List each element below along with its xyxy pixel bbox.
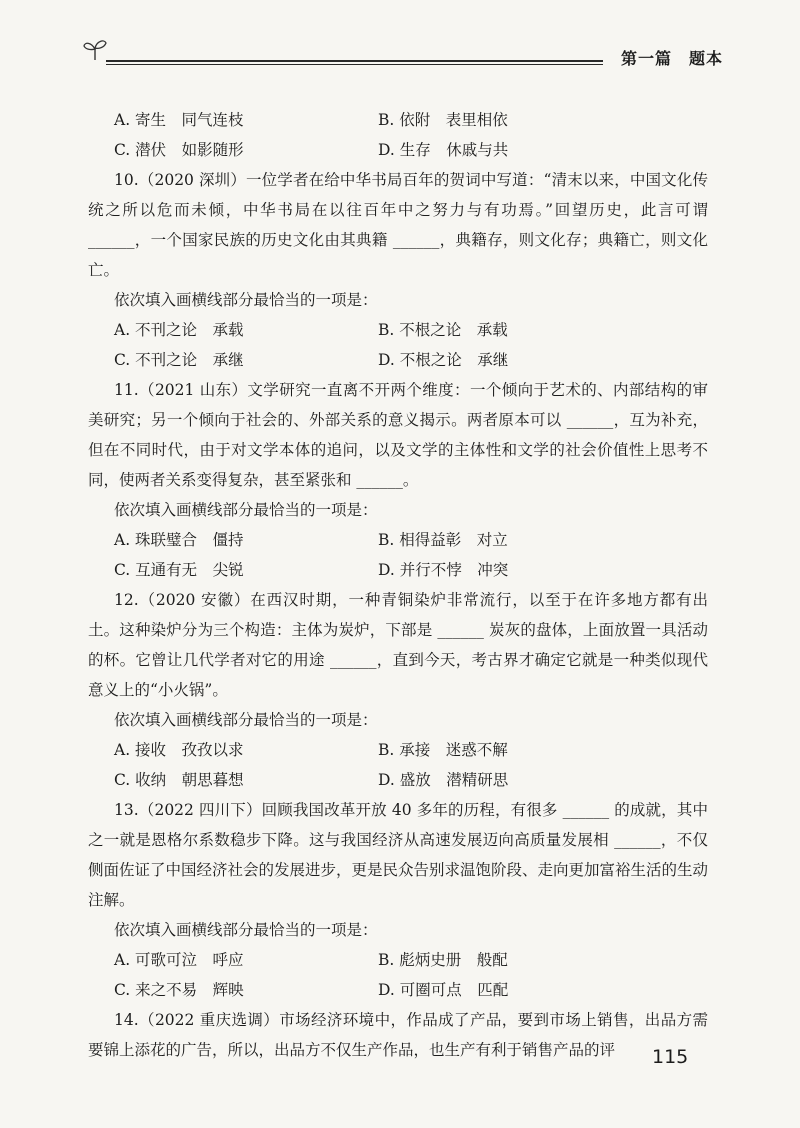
option-b: B. 依附 表里相依: [378, 111, 508, 129]
option-a: A. 可歌可泣 呼应: [114, 951, 244, 969]
option-b: B. 不根之论 承载: [378, 321, 508, 339]
option-c: C. 互通有无 尖锐: [114, 561, 244, 579]
option-b: B. 相得益彰 对立: [378, 531, 508, 549]
options-q13: [114, 945, 708, 1005]
sprout-icon: [82, 36, 108, 62]
option-c: C. 来之不易 辉映: [114, 981, 244, 999]
option-a: A. 珠联璧合 僵持: [114, 531, 244, 549]
option-c: C. 潜伏 如影随形: [114, 141, 244, 159]
option-d: D. 生存 休戚与共: [378, 141, 509, 159]
options-q12: [114, 735, 708, 795]
page-content: [88, 105, 708, 1065]
option-c: C. 收纳 朝思暮想: [114, 771, 244, 789]
section-title: 第一篇 题本: [620, 49, 723, 68]
question-12-stem: 12.（2020 安徽）在西汉时期，一种青铜染炉非常流行，以至于在许多地方都有出土。这种染炉分为三个构造：主体为炭炉，下部是 ______ 炭灰的盘体，上面放置一具活动的杯。它曾让几代学者对它的用途 ______，直到今天，考古界才确定它就是一种类似现代意义上的“小火锅”。: [88, 591, 708, 699]
question-10-prompt: 依次填入画横线部分最恰当的一项是：: [114, 291, 378, 309]
question-13-prompt: 依次填入画横线部分最恰当的一项是：: [114, 921, 378, 939]
question-14-stem: 14.（2022 重庆选调）市场经济环境中，作品成了产品，要到市场上销售，出品方需要锦上添花的广告，所以，出品方不仅生产作品，也生产有利于销售产品的评: [88, 1011, 708, 1059]
page-header: [78, 28, 723, 78]
options-q11: [114, 525, 708, 585]
question-10-stem: 10.（2020 深圳）一位学者在给中华书局百年的贺词中写道：“清末以来，中国文化传统之所以危而未倾，中华书局在以往百年中之努力与有功焉。”回望历史，此言可谓 ______，一个国家民族的历史文化由其典籍 ______，典籍存，则文化存；典籍亡，则文化亡。: [88, 171, 708, 279]
question-11-stem: 11.（2021 山东）文学研究一直离不开两个维度：一个倾向于艺术的、内部结构的审美研究；另一个倾向于社会的、外部关系的意义揭示。两者原本可以 ______，互为补充，但在不同时代，由于对文学本体的追问，以及文学的主体性和文学的社会价值性上思考不同，使两者关系变得复杂，甚至紧张和 ______。: [88, 381, 708, 489]
options-q10: [114, 315, 708, 375]
header-rule: [106, 60, 603, 62]
option-d: D. 盛放 潜精研思: [378, 771, 509, 789]
header-rule-thin: [106, 64, 603, 65]
option-b: B. 彪炳史册 般配: [378, 951, 508, 969]
option-d: D. 并行不悖 冲突: [378, 561, 509, 579]
option-a: A. 寄生 同气连枝: [114, 111, 244, 129]
option-c: C. 不刊之论 承继: [114, 351, 244, 369]
question-11-prompt: 依次填入画横线部分最恰当的一项是：: [114, 501, 378, 519]
option-d: D. 可圈可点 匹配: [378, 981, 509, 999]
question-13-stem: 13.（2022 四川下）回顾我国改革开放 40 多年的历程，有很多 ______ 的成就，其中之一就是恩格尔系数稳步下降。这与我国经济从高速发展迈向高质量发展相 ______，不仅侧面佐证了中国经济社会的发展进步，更是民众告别求温饱阶段、走向更加富裕生活的生动注解。: [88, 801, 709, 909]
options-q9: [114, 105, 708, 165]
option-d: D. 不根之论 承继: [378, 351, 509, 369]
option-a: A. 接收 孜孜以求: [114, 741, 244, 759]
page-number: 115: [652, 1046, 689, 1068]
option-a: A. 不刊之论 承载: [114, 321, 244, 339]
question-12-prompt: 依次填入画横线部分最恰当的一项是：: [114, 711, 378, 729]
option-b: B. 承接 迷惑不解: [378, 741, 508, 759]
